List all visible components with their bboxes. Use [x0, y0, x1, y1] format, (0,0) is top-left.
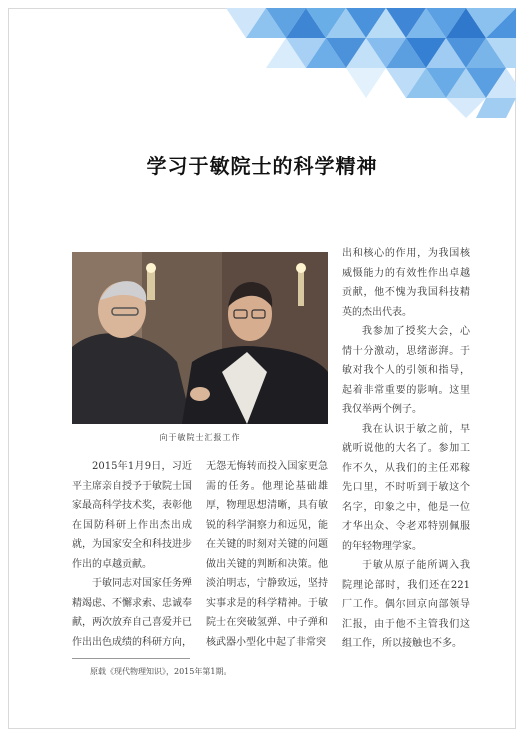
photo-caption: 向于敏院士汇报工作 [159, 433, 241, 442]
header-triangle-decoration [226, 8, 516, 118]
paragraph: 于敏从原子能所调入我院理论部时，我们还在221厂工作。偶尔回京向部领导汇报，由于他不主管我们这组工作，所以接触也不多。 [342, 560, 470, 649]
text-column-3 [342, 244, 470, 654]
footnote-divider [72, 658, 190, 659]
paragraph: 于敏同志对国家任务殚精竭虑、不懈求索、忠诚奉献，两次放弃自己喜爱并已作出出色成绩的科研方向， [72, 578, 192, 648]
text-column-2 [206, 457, 328, 652]
article-title: 学习于敏院士的科学精神 [146, 154, 378, 178]
paragraph: 我参加了授奖大会，心情十分激动，思绪澎湃。于敏对我个人的引领和指导，起着非常重要的影响。这里我仅举两个例子。 [342, 326, 470, 415]
footnote: 原载《现代物理知识》，2015年第1期。 [90, 667, 232, 676]
photo-illustration [72, 252, 328, 424]
paragraph: 出和核心的作用，为我国核威慑能力的有效性作出卓越贡献，他不愧为我国科技精英的杰出代表。 [342, 248, 470, 318]
article-photo [72, 252, 328, 424]
paragraph: 我在认识于敏之前，早就听说他的大名了。参加工作不久，从我们的主任邓稼先口里，不时听到于敏这个名字，印象之中，他是一位才华出众、令老邓特别佩服的年轻物理学家。 [342, 423, 470, 552]
paragraph: 2015年1月9日，习近平主席亲自授予于敏院士国家最高科学技术奖，表彰他在国防科研上作出杰出成就，为国家安全和科技进步作出的卓越贡献。 [72, 461, 192, 570]
text-column-1 [72, 457, 192, 652]
paragraph: 无怨无悔转而投入国家更急需的任务。他理论基础雄厚，物理思想清晰，具有敏锐的科学洞察力和远见，能在关键的时刻对关键的问题做出关键的判断和决策。他淡泊明志，宁静致远，坚持实事求是的科学精神。于敏院士在突破氢弹、中子弹和核武器小型化中起了非常突 [206, 461, 328, 648]
